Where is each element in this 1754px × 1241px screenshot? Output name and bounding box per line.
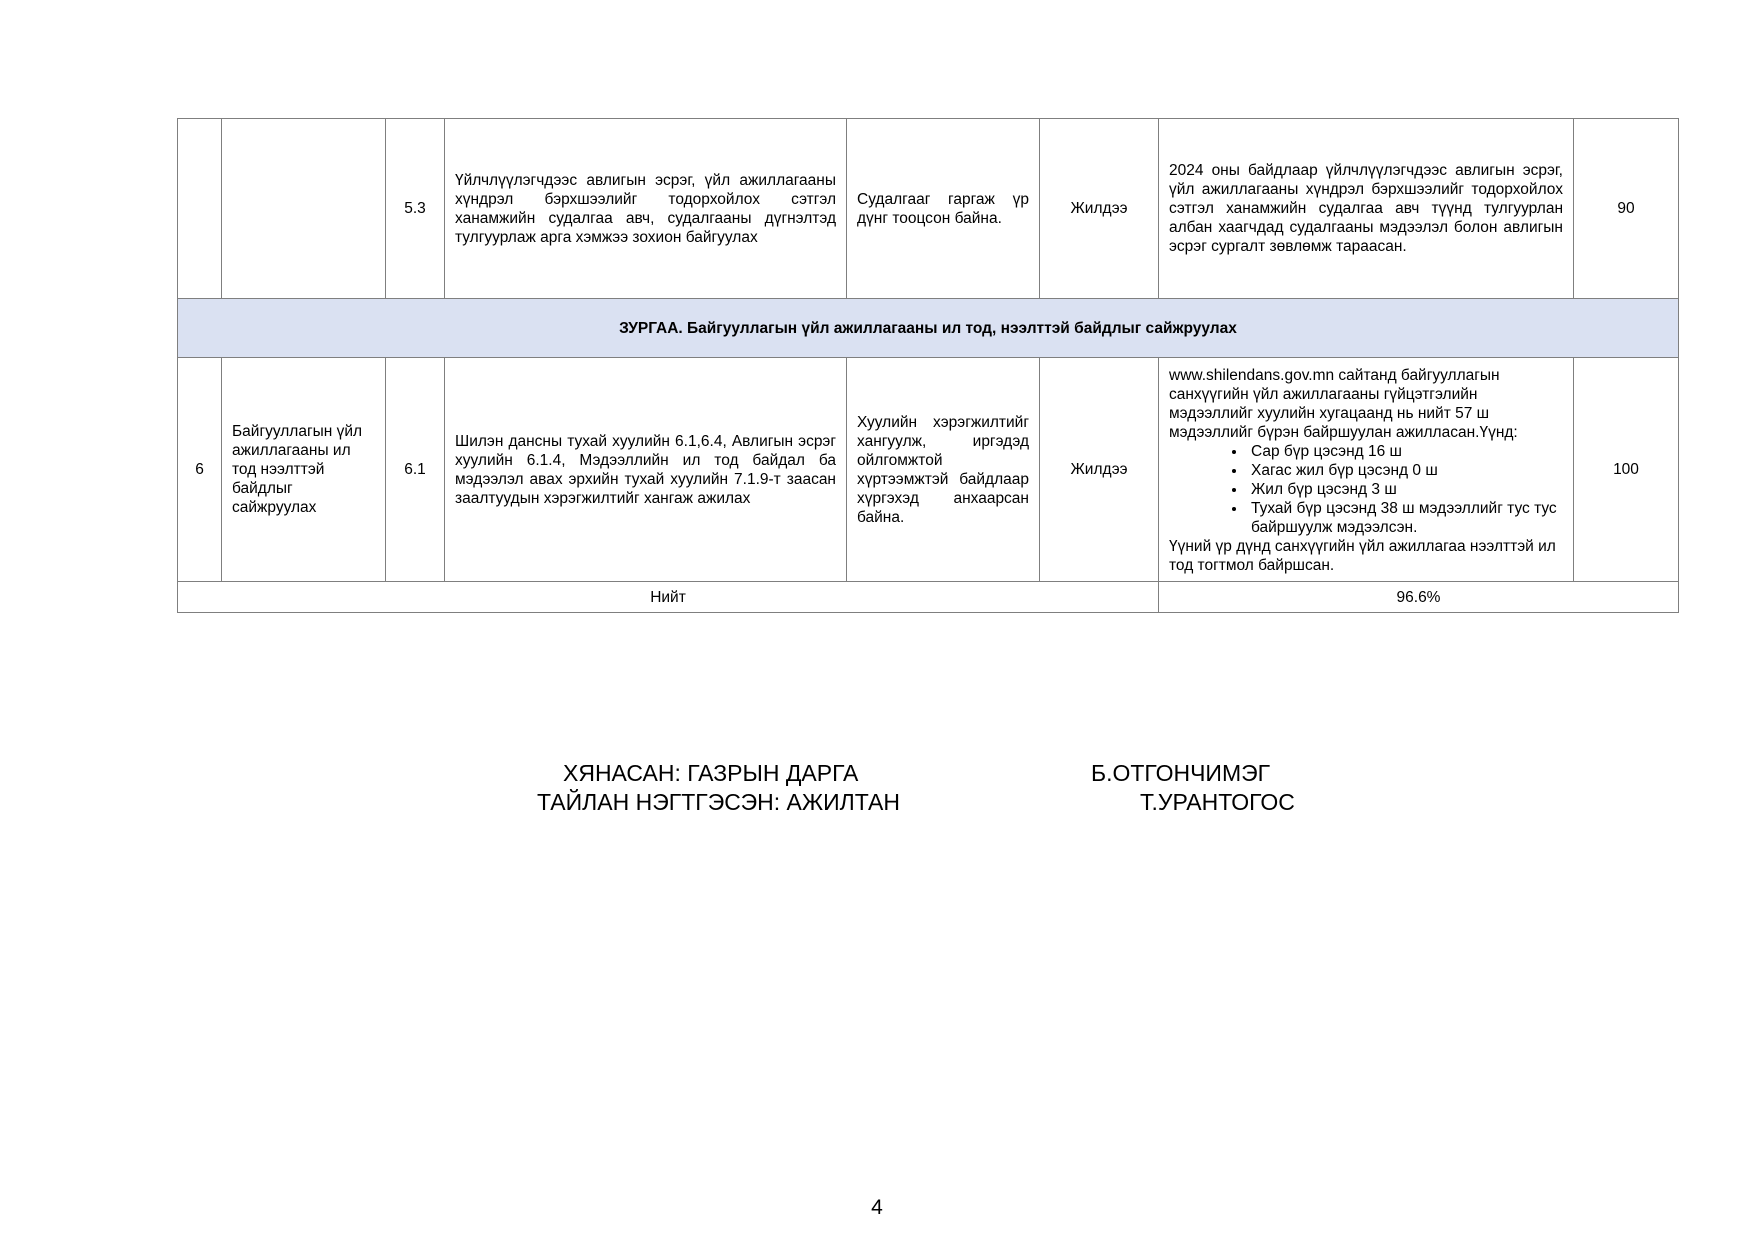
score-cell: 100 [1574,358,1679,582]
list-item: • Хагас жил бүр цэсэнд 0 ш [1247,461,1563,480]
score-cell: 90 [1574,119,1679,299]
reviewed-by-label: ХЯНАСАН: ГАЗРЫН ДАРГА [563,760,859,786]
list-item: • Сар бүр цэсэнд 16 ш [1247,442,1563,461]
period-cell: Жилдээ [1040,119,1159,299]
row-number: 6 [178,358,222,582]
total-label: Нийт [178,582,1159,613]
table-row [178,358,1679,582]
result-list [1169,442,1563,537]
objective-cell [222,119,386,299]
page-number: 4 [871,1196,883,1219]
total-row [178,582,1679,613]
row-number [178,119,222,299]
sub-number: 5.3 [386,119,445,299]
objective-cell: Байгууллагын үйл ажиллагааны ил тод нээлттэй байдлыг сайжруулах [222,358,386,582]
result-cell: 2024 оны байдлаар үйлчлүүлэгчдээс авлигын эсрэг, үйл ажиллагааны хүндрэл бэрхшээлийг тодорхойлох сэтгэл ханамжийн судалгаа авч түүнд тулгуурлан албан хаагчдад судалгааны мэдээлэл болон авлигын эсрэг сургалт зөвлөмж тараасан. [1159,119,1574,299]
prepared-by-label: ТАЙЛАН НЭГТГЭСЭН: АЖИЛТАН [537,789,900,815]
list-item: • Жил бүр цэсэнд 3 ш [1247,480,1563,499]
reviewed-by-name: Б.ОТГОНЧИМЭГ [1091,760,1271,786]
list-item: • Тухай бүр цэсэнд 38 ш мэдээллийг тус тус байршуулж мэдээлсэн. [1247,499,1563,537]
total-value: 96.6% [1159,582,1679,613]
prepared-by-name: Т.УРАНТОГОС [1140,789,1295,815]
result-intro: www.shilendans.gov.mn сайтанд байгууллагын санхүүгийн үйл ажиллагааны гүйцэтгэлийн мэдээллийг хуулийн хугацаанд нь нийт 57 ш мэдээллийг бүрэн байршуулан ажилласан.Үүнд: [1169,367,1518,441]
section-header: ЗУРГАА. Байгууллагын үйл ажиллагааны ил тод, нээлттэй байдлыг сайжруулах [178,299,1679,358]
sub-number: 6.1 [386,358,445,582]
activity-cell: Шилэн дансны тухай хуулийн 6.1,6.4, Авлигын эсрэг хуулийн 6.1.4, Мэдээллийн ил тод байдал ба мэдээлэл авах эрхийн тухай хуулийн 7.1.9-т заасан заалтуудын хэрэгжилтийг хангаж ажилах [445,358,847,582]
period-cell: Жилдээ [1040,358,1159,582]
result-cell [1159,358,1574,582]
result-outro: Үүний үр дүнд санхүүгийн үйл ажиллагаа нээлттэй ил тод тогтмол байршсан. [1169,538,1556,574]
report-table [177,118,1679,613]
criterion-cell: Хуулийн хэрэгжилтийг хангуулж, иргэдэд ойлгомжтой хүртээмжтэй байдлаар хүргэхэд анхаарсан байна. [847,358,1040,582]
section-row [178,299,1679,358]
table-row [178,119,1679,299]
activity-cell: Үйлчлүүлэгчдээс авлигын эсрэг, үйл ажиллагааны хүндрэл бэрхшээлийг тодорхойлох сэтгэл ханамжийн судалгаа авч, судалгааны дүгнэлтэд тулгуурлаж арга хэмжээ зохион байгуулах [445,119,847,299]
criterion-cell: Судалгааг гаргаж үр дүнг тооцсон байна. [847,119,1040,299]
